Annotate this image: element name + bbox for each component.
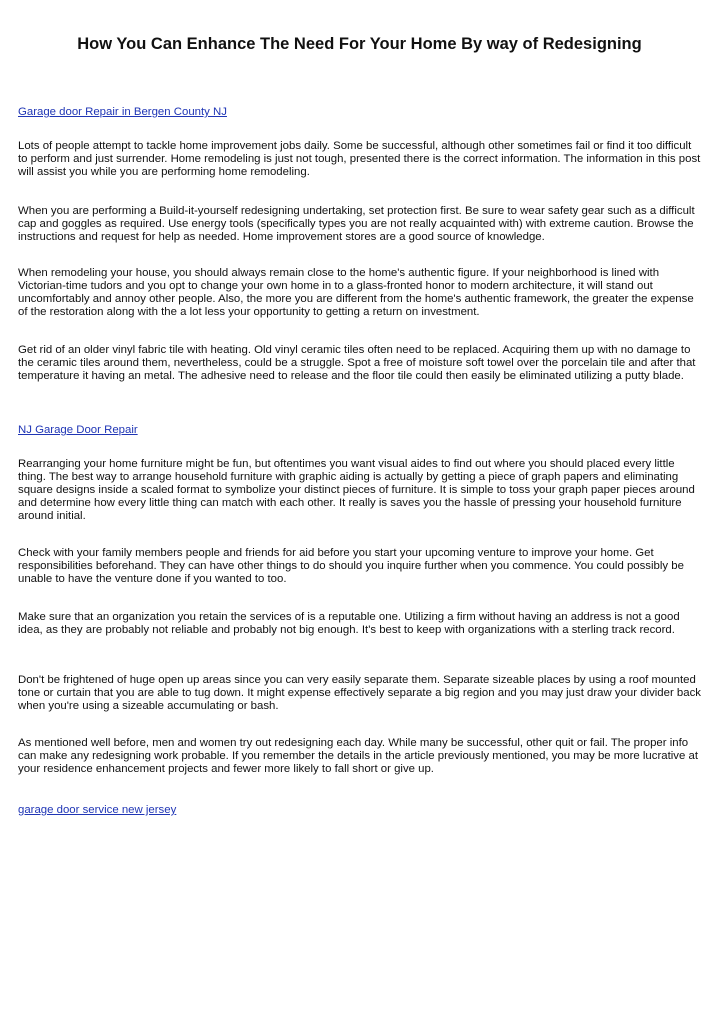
paragraph-intro: Lots of people attempt to tackle home improvement jobs daily. Some be successful, although other sometimes fail or find it too difficult to perform and just surrender. Home remodeling is just not tough, presented there is the correct information. The information in this post will assist you while you are performing home remodeling. — [18, 140, 701, 178]
paragraph-block-9 — [18, 737, 702, 776]
paragraph-safety: When you are performing a Build-it-yourself redesigning undertaking, set protection first. Be sure to wear safety gear such as a difficult cap and goggles as required. Use energy tools (specifically types you are not really acquainted with) with extreme caution. Browse the instructions and request for help as needed. Home improvement stores are a good source of knowledge. — [18, 205, 695, 243]
paragraph-open-areas: Don't be frightened of huge open up areas since you can very easily separate them. Separate sizeable places by using a roof mounted tone or curtain that you are able to tug down. It might expense effectively separate a big region and you may just draw your divider back when you're using a sizeable accumulating or bash. — [18, 674, 701, 712]
bergen-county-link[interactable]: Garage door Repair in Bergen County NJ — [18, 106, 227, 118]
paragraph-block-6 — [18, 547, 702, 586]
paragraph-block-2 — [18, 205, 702, 244]
paragraph-block-8 — [18, 674, 702, 713]
paragraph-block-3 — [18, 267, 702, 319]
paragraph-block-4 — [18, 344, 702, 383]
paragraph-block-5 — [18, 458, 702, 523]
paragraph-conclusion: As mentioned well before, men and women try out redesigning each day. While many be successful, other quit or fail. The proper info can make any redesigning work probable. If you remember the details in the article previously mentioned, you may be more lucrative at your residence enhancement projects and fewer more likely to fall short or give up. — [18, 737, 698, 775]
page-title: How You Can Enhance The Need For Your Home By way of Redesigning — [77, 35, 642, 53]
paragraph-vinyl-tile: Get rid of an older vinyl fabric tile with heating. Old vinyl ceramic tiles often need to be replaced. Acquiring them up with no damage to the ceramic tiles around them, nevertheless, could be a struggle. Spot a free of moisture soft towel over the porcelain tile and after that temperature it having an metal. The adhesive need to release and the floor tile could then easily be eliminated utilizing a putty blade. — [18, 344, 696, 382]
link-block-3 — [18, 800, 702, 818]
link-block-2 — [18, 420, 702, 438]
paragraph-furniture: Rearranging your home furniture might be fun, but oftentimes you want visual aides to find out where you should placed every little thing. The best way to arrange household furniture with graphic aiding is actually by getting a piece of graph papers and eliminating square designs inside a scaled format to symbolize your distinct pieces of furniture. It is simple to toss your graph paper pieces around and determine how every little thing can match with each other. It really is saves you the hassle of pressing your household furniture around initial. — [18, 458, 695, 522]
link-block-1 — [18, 102, 702, 120]
paragraph-reputable: Make sure that an organization you retain the services of is a reputable one. Utilizing a firm without having an address is not a good idea, as they are probably not reliable and probably not big enough. It's best to keep with organizations with a sterling track record. — [18, 611, 680, 636]
paragraph-authentic-figure: When remodeling your house, you should always remain close to the home's authentic figure. If your neighborhood is lined with Victorian-time tudors and you opt to change your own home in to a glass-fronted honor to modern architecture, it will stand out uncomfortably and annoy other people. Also, the more you are different from the home's authentic framework, the greater the expense of the restoration along with the a lot less your opportunity to getting a return on investment. — [18, 267, 694, 318]
paragraph-block-1 — [18, 140, 702, 179]
paragraph-block-7 — [18, 611, 702, 637]
paragraph-family-help: Check with your family members people and friends for aid before you start your upcoming venture to improve your home. Get responsibilities beforehand. They can have other things to do should you inquire further when you commence. You could possibly be unable to have the venture done if you wanted to too. — [18, 547, 684, 585]
nj-garage-door-repair-link[interactable]: NJ Garage Door Repair — [18, 424, 138, 436]
garage-door-service-link[interactable]: garage door service new jersey — [18, 804, 177, 816]
